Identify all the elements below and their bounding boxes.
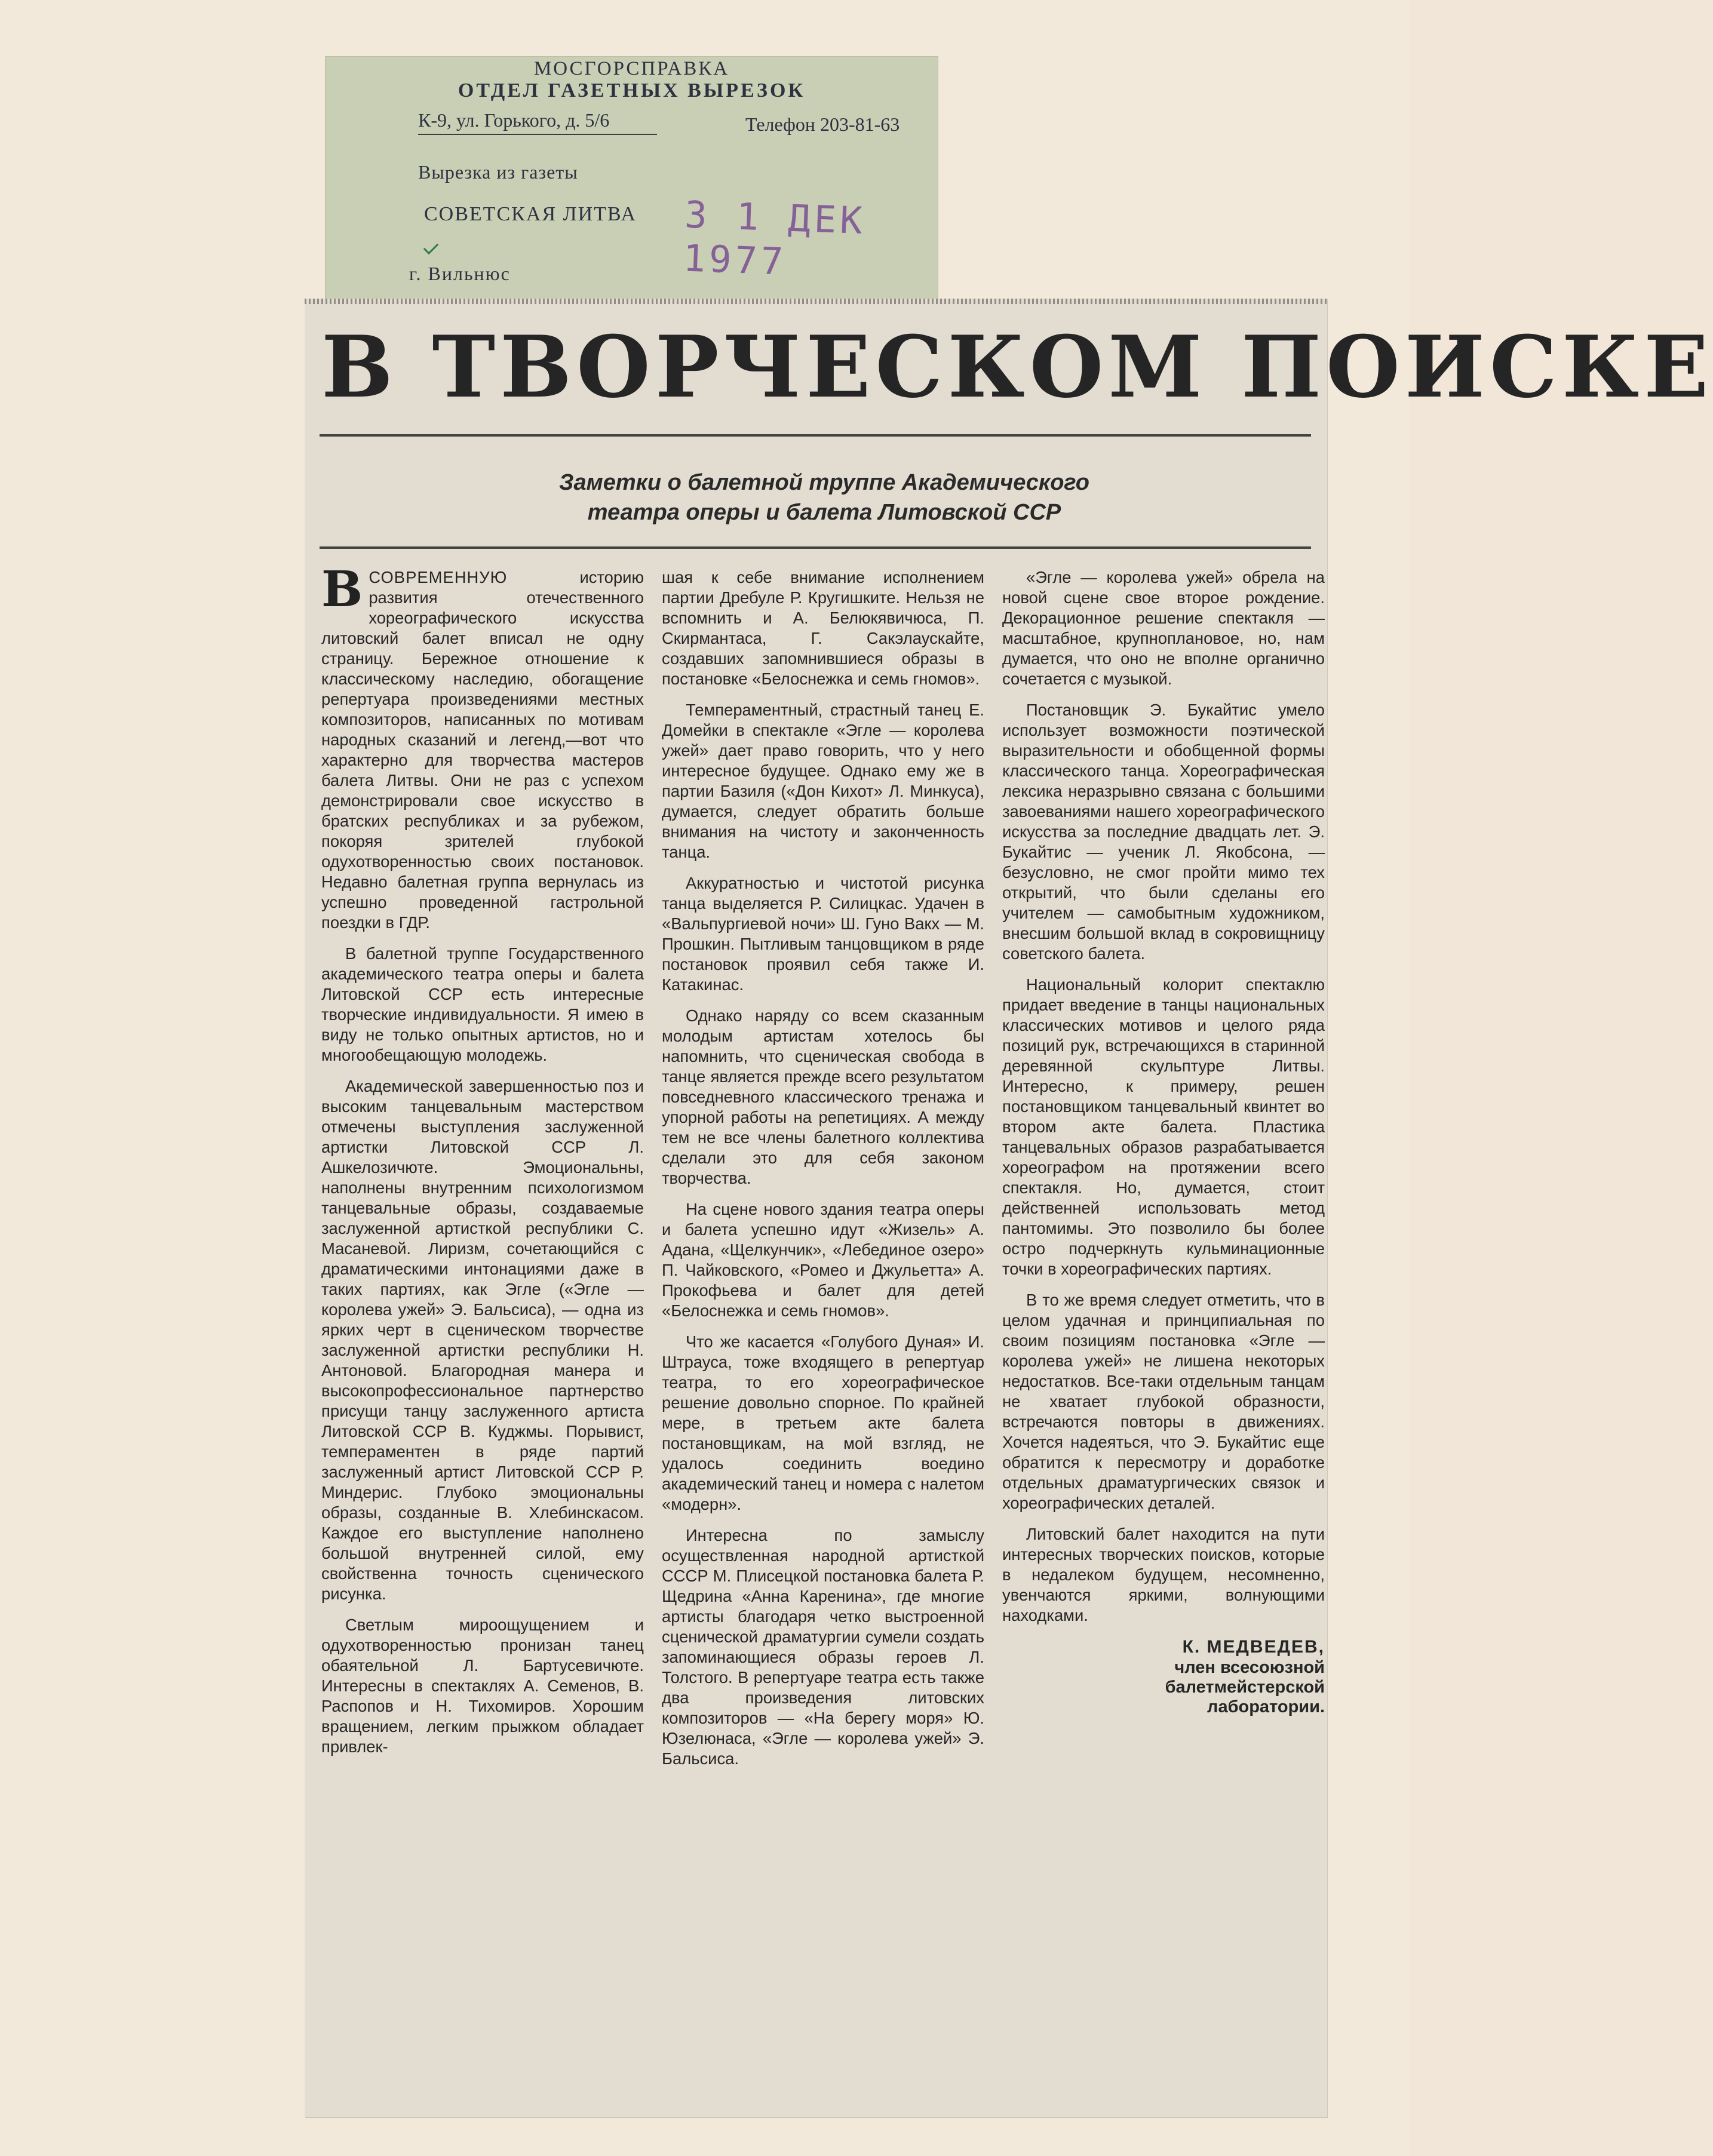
article-column-1 xyxy=(321,561,644,1768)
drop-cap: В xyxy=(321,561,363,618)
author-role-line-3: лаборатории. xyxy=(1207,1697,1325,1716)
label-newspaper: СОВЕТСКАЯ ЛИТВА xyxy=(424,203,637,225)
clipping-service-label xyxy=(326,57,938,302)
headline-rule xyxy=(320,434,1311,437)
article-column-2 xyxy=(662,567,984,1780)
paragraph: Однако наряду со всем сказанным молодым артистам хотелось бы напомнить, что сценическая свобода в танце является прежде всего результатом повседневного классического тренажа и упорной работы на репетициях. А между тем не все члены балетного коллектива сделали это для себя законом творчества. xyxy=(662,1006,984,1187)
paragraph: «Эгле — королева ужей» обрела на новой сцене свое второе рождение. Декорационное решение спектакля — масштабное, крупноплановое, но, нам думается, что оно не вполне органично сочетается с музыкой. xyxy=(1002,568,1325,688)
perforated-edge xyxy=(305,299,1327,304)
paragraph: Интересна по замыслу осуществленная народной артисткой СССР М. Плисецкой постановка балета Р. Щедрина «Анна Каренина», где многие артисты благодаря четко выстроенной сценической драматургии сумели создать запоминающиеся образы героев Л. Толстого. В репертуаре театра есть также два произведения литовских композиторов — «На берегу моря» Ю. Юзелюнаса, «Эгле — королева ужей» Э. Бальсиса. xyxy=(662,1526,984,1768)
subtitle-rule xyxy=(320,546,1311,549)
subtitle-line-2: театра оперы и балета Литовской ССР xyxy=(587,500,1061,525)
paragraph: Литовский балет находится на пути интересных творческих поисков, которые в недалеком будущем, несомненно, увенчаются яркими, волнующими находками. xyxy=(1002,1525,1325,1624)
paragraph: Темпераментный, страстный танец Е. Домейки в спектакле «Эгле — королева ужей» дает право говорить, что у него интересное будущее. Однако ему же в партии Базиля («Дон Кихот» Л. Минкуса), думается, следует обратить больше внимания на чистоту и законченность танца. xyxy=(662,701,984,861)
paragraph: В балетной труппе Государственного академического театра оперы и балета Литовской ССР есть интересные творческие индивидуальности. Я имею в виду не только опытных артистов, но и многообещающую молодежь. xyxy=(321,944,644,1064)
paragraph: Постановщик Э. Букайтис умело использует возможности поэтической выразительности и обобщенной формы классического танца. Хореографическая лексика неразрывно связана с большими завоеваниями нашего хореографического искусства за последние двадцать лет. Э. Букайтис — ученик Л. Якобсона, — безусловно, не смог пройти мимо тех открытий, что были сделаны его учителем — самобытным художником, внесшим большой вклад в сокровищницу советского балета. xyxy=(1002,701,1325,963)
paragraph-text: историю развития отечественного хореографического искусства литовский балет вписал не одну страницу. Бережное отношение к классическому наследию, обогащение репертуара произведениями местных композиторов, написанных по мотивам народных сказаний и легенд,—вот что характерно для творчества мастеров балета Литвы. Они не раз с успехом демонстрировали свое искусство в братских республиках и за рубежом, покоряя зрителей глубокой одухотворенностью своих постановок. Недавно балетная группа вернулась из успешно проведенной гастрольной поездки в ГДР. xyxy=(321,568,644,932)
paragraph: шая к себе внимание исполнением партии Дребуле Р. Кругишките. Нельзя не вспомнить и А. Белюкявичюса, П. Скирмантаса, Г. Сакэлаускайте, создавших запомнившиеся образы в постановке «Белоснежка и семь гномов». xyxy=(662,568,984,688)
lead-caps: СОВРЕМЕННУЮ xyxy=(369,568,508,586)
checkmark-icon xyxy=(423,239,438,254)
author-role-line-1: член всесоюзной xyxy=(1174,1658,1325,1677)
paragraph: Что же касается «Голубого Дуная» И. Штрауса, тоже входящего в репертуар театра, то его хореографическое решение довольно спорное. По крайней мере, в третьем акте балета постановщикам, на мой взгляд, не удалось соединить воедино академический танец и номера с налетом «модерн». xyxy=(662,1332,984,1513)
author-name: К. МЕДВЕДЕВ, xyxy=(1182,1637,1325,1657)
paragraph: Национальный колорит спектаклю придает введение в танцы национальных классических мотивов и целого ряда позиций рук, встречающихся в старинной деревянной скульптуре Литвы. Интересно, к примеру, решен постановщиком танцевальный квинтет во втором акте балета. Пластика танцевальных образов разрабатывается хореографом на протяжении всего спектакля. Но, думается, стоит действенней использовать метод пантомимы. Это позволило бы более остро подчеркнуть кульминационные точки в хореографических партиях. xyxy=(1002,975,1325,1278)
paragraph xyxy=(321,561,644,933)
paragraph: Светлым мироощущением и одухотворенностью пронизан танец обаятельной Л. Бартусевичюте. Интересны в спектаклях А. Семенов, В. Распопов и Н. Тихомиров. Хорошим вращением, легким прыжком обладает привлек- xyxy=(321,1616,644,1756)
paragraph: Аккуратностью и чистотой рисунка танца выделяется Р. Силицкас. Удачен в «Вальпургиевой ночи» Ш. Гуно Вакх — М. Прошкин. Пытливым танцовщиком в ряде постановок проявил себя также И. Катакинас. xyxy=(662,874,984,994)
paragraph: Академической завершенностью поз и высоким танцевальным мастерством отмечены выступления заслуженной артистки Литовской ССР Л. Ашкелозичюте. Эмоциональны, наполнены внутренним психологизмом танцевальные образы, создаваемые заслуженной артисткой республики С. Масаневой. Лиризм, сочетающийся с драматическими интонациями даже в таких партиях, как Эгле («Эгле — королева ужей» Э. Бальсиса), — одна из ярких черт в сценическом творчестве заслуженной артистки республики Н. Антоновой. Благородная манера и высокопрофессиональное партнерство присущи танцу заслуженного артиста Литовской ССР В. Куджмы. Порывист, темпераментен в ряде партий заслуженный артист Литовской ССР Р. Миндерис. Глубоко эмоциональны образы, созданные В. Хлебинскасом. Каждое его выступление наполнено большой внутренней силой, ему свойственна точность сценического рисунка. xyxy=(321,1077,644,1603)
article-headline: В ТВОРЧЕСКОМ ПОИСКЕ xyxy=(321,318,1713,417)
label-department: ОТДЕЛ ГАЗЕТНЫХ ВЫРЕЗОК xyxy=(458,79,806,102)
newspaper-clipping xyxy=(305,299,1713,2117)
article-column-3 xyxy=(1002,567,1325,1717)
label-clipping-from: Вырезка из газеты xyxy=(418,161,578,183)
paragraph: На сцене нового здания театра оперы и балета успешно идут «Жизель» А. Адана, «Щелкунчик», «Лебединое озеро» П. Чайковского, «Ромео и Джульетта» А. Прокофьева и балет для детей «Белоснежка и семь гномов». xyxy=(662,1200,984,1320)
label-city: г. Вильнюс xyxy=(409,263,511,284)
label-org: МОСГОРСПРАВКА xyxy=(533,58,730,79)
paragraph: В то же время следует отметить, что в целом удачная и принципиальная по своим позициям постановка «Эгле — королева ужей» не лишена некоторых недостатков. Все-таки отдельным танцам не хватает глубокой образности, встречаются повторы в движениях. Хочется надеяться, что Э. Букайтис еще обратится к пересмотру и доработке отдельных драматургических связок и хореографических деталей. xyxy=(1002,1291,1325,1512)
label-address: К-9, ул. Горького, д. 5/6 xyxy=(418,109,657,135)
author-role-line-2: балетмейстерской xyxy=(1165,1678,1325,1697)
subtitle-line-1: Заметки о балетной труппе Академического xyxy=(559,470,1089,495)
date-stamp: 3 1 ДЕК 1977 xyxy=(682,192,867,284)
label-phone: Телефон 203-81-63 xyxy=(745,113,900,135)
article-subtitle xyxy=(406,468,1242,527)
